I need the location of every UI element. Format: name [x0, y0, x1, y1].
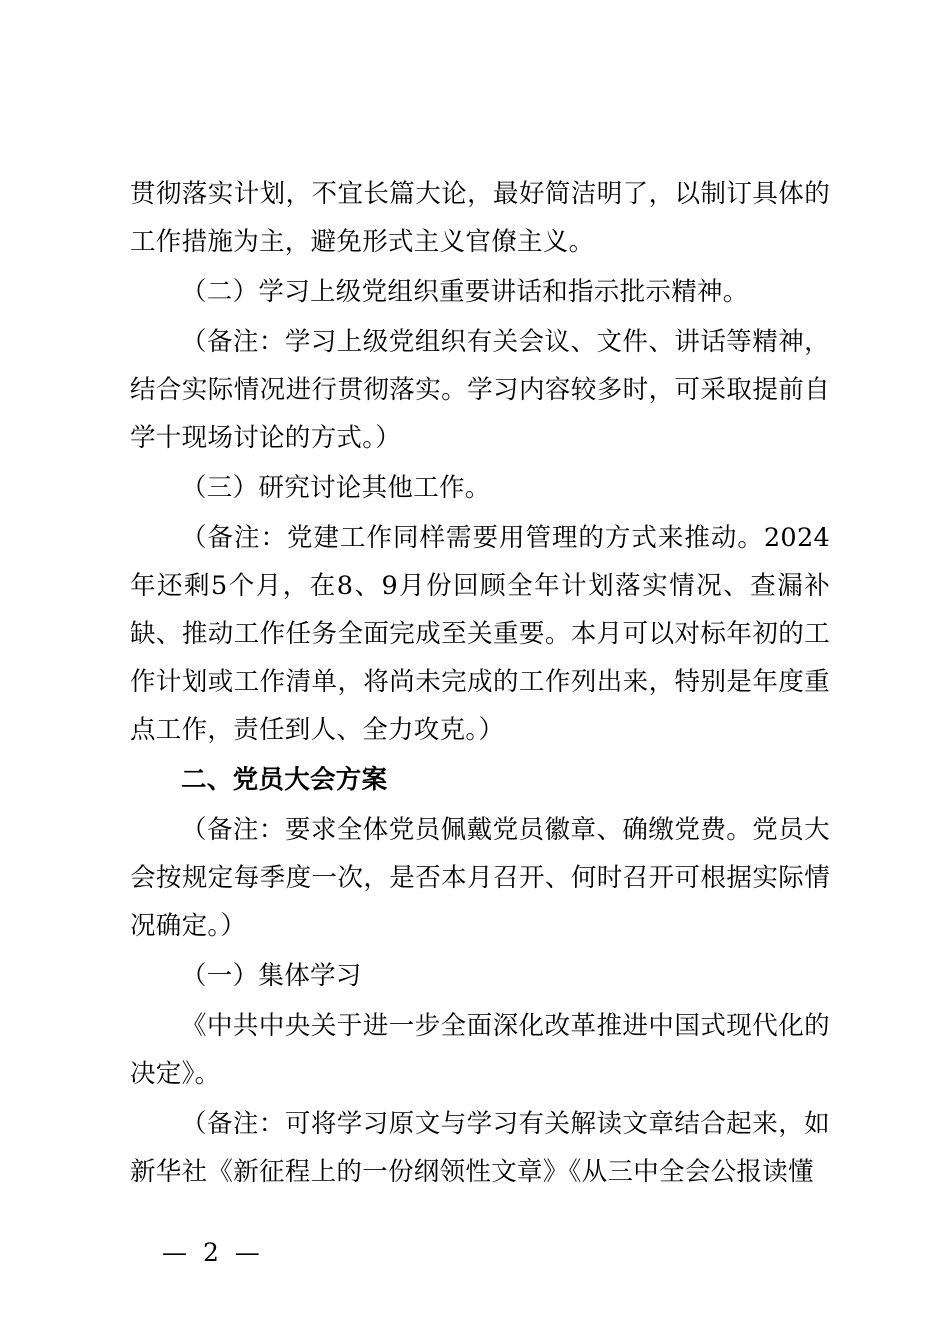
paragraph-1: 贯彻落实计划，不宜长篇大论，最好简洁明了，以制订具体的工作措施为主，避免形式主义官僚主义。	[130, 179, 830, 257]
document-body	[130, 170, 830, 1198]
paragraph-8: （一）集体学习	[181, 961, 362, 991]
paragraph-5: （备注：党建工作同样需要用管理的方式来推动。2024年还剩5个月，在8、9月份回顾全年计划落实情况、查漏补缺、推动工作任务全面完成至关重要。本月可以对标年初的工作计划或工作清单，将尚未完成的工作列出来，特别是年度重点工作，责任到人、全力攻克。）	[130, 523, 830, 745]
paragraph-4: （三）研究讨论其他工作。	[181, 473, 491, 503]
paragraph-3: （备注：学习上级党组织有关会议、文件、讲话等精神，结合实际情况进行贯彻落实。学习内容较多时，可采取提前自学十现场讨论的方式。）	[130, 327, 830, 453]
paragraph-7: （备注：要求全体党员佩戴党员徽章、确缴党费。党员大会按规定每季度一次，是否本月召开、何时召开可根据实际情况确定。）	[130, 815, 830, 941]
section-heading: 二、党员大会方案	[181, 765, 388, 795]
paragraph-2: （二）学习上级党组织重要讲话和指示批示精神。	[181, 277, 749, 307]
page-number: — 2 —	[162, 1238, 264, 1267]
paragraph-10: （备注：可将学习原文与学习有关解读文章结合起来，如新华社《新征程上的一份纲领性文章》《从三中全会公报读懂	[130, 1109, 830, 1187]
paragraph-9: 《中共中央关于进一步全面深化改革推进中国式现代化的决定》。	[130, 1011, 830, 1089]
